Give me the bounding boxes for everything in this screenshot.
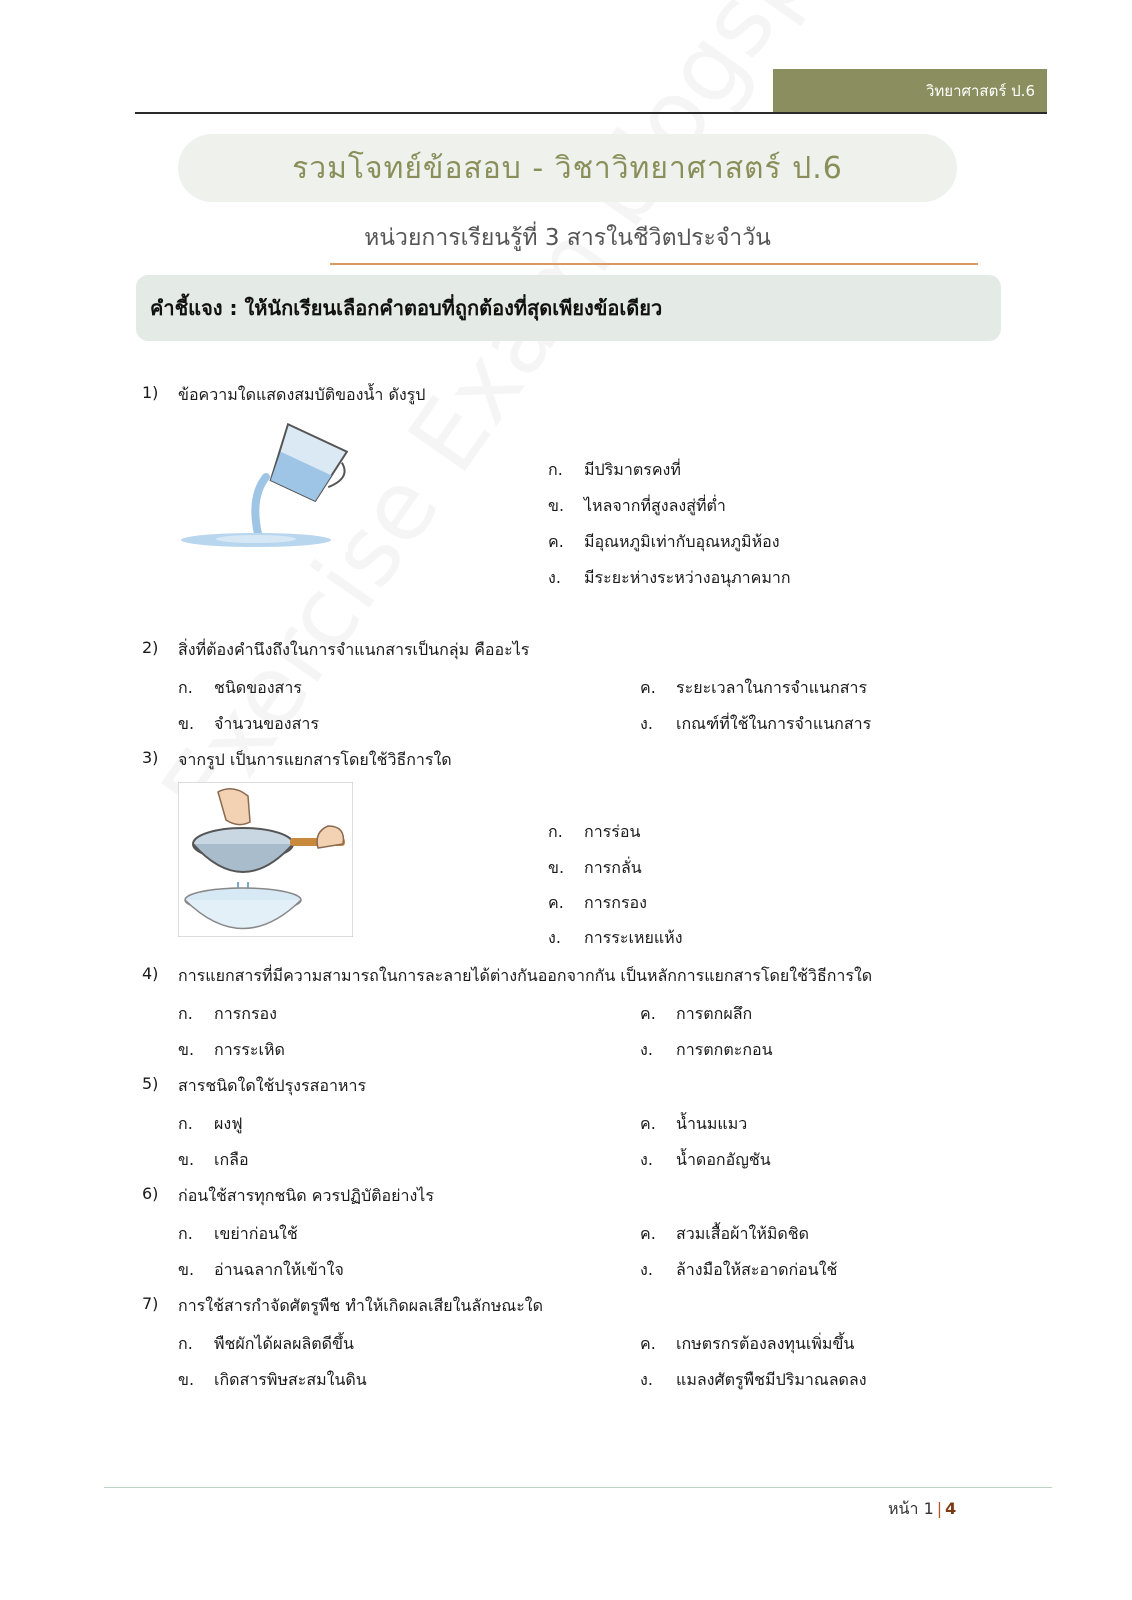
current-page: 1: [923, 1499, 934, 1518]
option-text: ระยะเวลาในการจำแนกสาร: [676, 678, 868, 697]
option[interactable]: [178, 1222, 298, 1247]
option[interactable]: [548, 820, 640, 845]
option[interactable]: [178, 1332, 354, 1357]
option-text: ผงฟู: [214, 1114, 243, 1133]
option-text: เกณฑ์ที่ใช้ในการจำแนกสาร: [676, 714, 872, 733]
option-label: ก.: [178, 1334, 193, 1353]
question-6: [142, 1184, 434, 1209]
option-label: ก.: [548, 460, 563, 479]
question-number: 7): [142, 1294, 159, 1313]
option-text: เกลือ: [214, 1150, 249, 1169]
option[interactable]: [548, 566, 791, 591]
question-1: [142, 383, 425, 408]
option-text: มีปริมาตรคงที่: [584, 460, 681, 479]
option-text: การระเหยแห้ง: [584, 928, 683, 947]
option[interactable]: [640, 1112, 747, 1137]
option[interactable]: [548, 458, 681, 483]
option-label: ข.: [548, 858, 565, 877]
option[interactable]: [640, 1148, 771, 1173]
option-label: ก.: [178, 1224, 193, 1243]
option-text: จำนวนของสาร: [214, 714, 319, 733]
option-label: ง.: [640, 714, 653, 733]
option-text: ไหลจากที่สูงลงสู่ที่ต่ำ: [584, 496, 726, 515]
option-text: การตกผลึก: [676, 1004, 753, 1023]
option-text: การกรอง: [584, 893, 647, 912]
page-word: หน้า: [888, 1499, 919, 1518]
option-label: ง.: [548, 568, 561, 587]
question-number: 1): [142, 383, 159, 402]
option-label: ง.: [548, 928, 561, 947]
option[interactable]: [178, 1148, 249, 1173]
option-label: ข.: [178, 1370, 195, 1389]
option-text: เกิดสารพิษสะสมในดิน: [214, 1370, 367, 1389]
question-number: 4): [142, 964, 159, 983]
option-label: ข.: [178, 1150, 195, 1169]
question-3: [142, 748, 452, 773]
question-number: 6): [142, 1184, 159, 1203]
option[interactable]: [640, 712, 871, 737]
option-text: น้ำนมแมว: [676, 1114, 748, 1133]
water-pouring-image: [178, 422, 348, 552]
option-text: อ่านฉลากให้เข้าใจ: [214, 1260, 344, 1279]
question-5: [142, 1074, 366, 1099]
option[interactable]: [178, 1038, 285, 1063]
question-stem: การใช้สารกำจัดศัตรูพืช ทำให้เกิดผลเสียในลักษณะใด: [178, 1296, 544, 1315]
option[interactable]: [548, 856, 642, 881]
page-number: [888, 1497, 956, 1522]
option-label: ข.: [548, 496, 565, 515]
option-label: ง.: [640, 1260, 653, 1279]
option-text: ชนิดของสาร: [214, 678, 302, 697]
option[interactable]: [178, 1368, 367, 1393]
option-label: ข.: [178, 1260, 195, 1279]
footer-divider: [104, 1487, 1052, 1488]
option-label: ข.: [178, 1040, 195, 1059]
option[interactable]: [640, 1332, 854, 1357]
option[interactable]: [548, 926, 683, 951]
title-banner: [178, 134, 957, 202]
option[interactable]: [548, 494, 726, 519]
option-text: การตกตะกอน: [676, 1040, 773, 1059]
option-text: ล้างมือให้สะอาดก่อนใช้: [676, 1260, 838, 1279]
option[interactable]: [640, 1222, 809, 1247]
option-label: ค.: [640, 1004, 656, 1023]
option-text: เขย่าก่อนใช้: [214, 1224, 298, 1243]
option-label: ข.: [178, 714, 195, 733]
option-text: มีอุณหภูมิเท่ากับอุณหภูมิห้อง: [584, 532, 780, 551]
header-divider: [135, 112, 1047, 114]
option-label: ค.: [640, 678, 656, 697]
option[interactable]: [640, 676, 867, 701]
option[interactable]: [640, 1368, 867, 1393]
option-text: มีระยะห่างระหว่างอนุภาคมาก: [584, 568, 791, 587]
instruction-text: คำชี้แจง : ให้นักเรียนเลือกคำตอบที่ถูกต้องที่สุดเพียงข้อเดียว: [150, 296, 663, 320]
option-text: พืชผักได้ผลผลิตดีขึ้น: [214, 1334, 354, 1353]
option-label: ง.: [640, 1040, 653, 1059]
option-text: การร่อน: [584, 822, 641, 841]
question-2: [142, 638, 529, 663]
option-label: ง.: [640, 1370, 653, 1389]
unit-title: หน่วยการเรียนรู้ที่ 3 สารในชีวิตประจำวัน: [364, 225, 771, 251]
option[interactable]: [178, 712, 319, 737]
page-title: รวมโจทย์ข้อสอบ - วิชาวิทยาศาสตร์ ป.6: [292, 150, 843, 186]
option[interactable]: [178, 1002, 277, 1027]
unit-divider: [330, 263, 978, 265]
subject-tab-label: วิทยาศาสตร์ ป.6: [925, 82, 1035, 100]
option[interactable]: [548, 530, 780, 555]
question-stem: สิ่งที่ต้องคำนึงถึงในการจำแนกสารเป็นกลุ่ม คืออะไร: [178, 640, 530, 659]
option-text: การกรอง: [214, 1004, 277, 1023]
page-separator: |: [936, 1499, 943, 1518]
option-text: น้ำดอกอัญชัน: [676, 1150, 771, 1169]
option[interactable]: [178, 1112, 243, 1137]
option-text: เกษตรกรต้องลงทุนเพิ่มขึ้น: [676, 1334, 855, 1353]
question-4: [142, 964, 872, 989]
sieve-image: [178, 782, 353, 937]
option[interactable]: [640, 1258, 837, 1283]
option[interactable]: [640, 1038, 773, 1063]
subject-tab: [773, 69, 1047, 113]
total-pages: 4: [945, 1499, 957, 1518]
option-label: ค.: [640, 1224, 656, 1243]
option-label: ก.: [548, 822, 563, 841]
question-number: 3): [142, 748, 159, 767]
question-stem: การแยกสารที่มีความสามารถในการละลายได้ต่างกันออกจากกัน เป็นหลักการแยกสารโดยใช้วิธีการใด: [178, 966, 873, 985]
question-number: 2): [142, 638, 159, 657]
option-label: ก.: [178, 1004, 193, 1023]
option-text: การระเหิด: [214, 1040, 285, 1059]
option[interactable]: [548, 891, 647, 916]
option[interactable]: [178, 676, 302, 701]
option-text: สวมเสื้อผ้าให้มิดชิด: [676, 1224, 810, 1243]
instruction-box: [136, 275, 1001, 341]
option-label: ค.: [548, 893, 564, 912]
option-label: ค.: [640, 1114, 656, 1133]
option-label: ก.: [178, 1114, 193, 1133]
option-label: ก.: [178, 678, 193, 697]
option-label: ค.: [548, 532, 564, 551]
option-label: ค.: [640, 1334, 656, 1353]
option-label: ง.: [640, 1150, 653, 1169]
question-7: [142, 1294, 543, 1319]
option[interactable]: [178, 1258, 344, 1283]
question-stem: จากรูป เป็นการแยกสารโดยใช้วิธีการใด: [178, 750, 452, 769]
option-text: การกลั่น: [584, 858, 642, 877]
question-stem: ข้อความใดแสดงสมบัติของน้ำ ดังรูป: [178, 385, 426, 404]
option-text: แมลงศัตรูพืชมีปริมาณลดลง: [676, 1370, 867, 1389]
question-stem: ก่อนใช้สารทุกชนิด ควรปฏิบัติอย่างไร: [178, 1186, 434, 1205]
question-number: 5): [142, 1074, 159, 1093]
option[interactable]: [640, 1002, 752, 1027]
question-stem: สารชนิดใดใช้ปรุงรสอาหาร: [178, 1076, 367, 1095]
